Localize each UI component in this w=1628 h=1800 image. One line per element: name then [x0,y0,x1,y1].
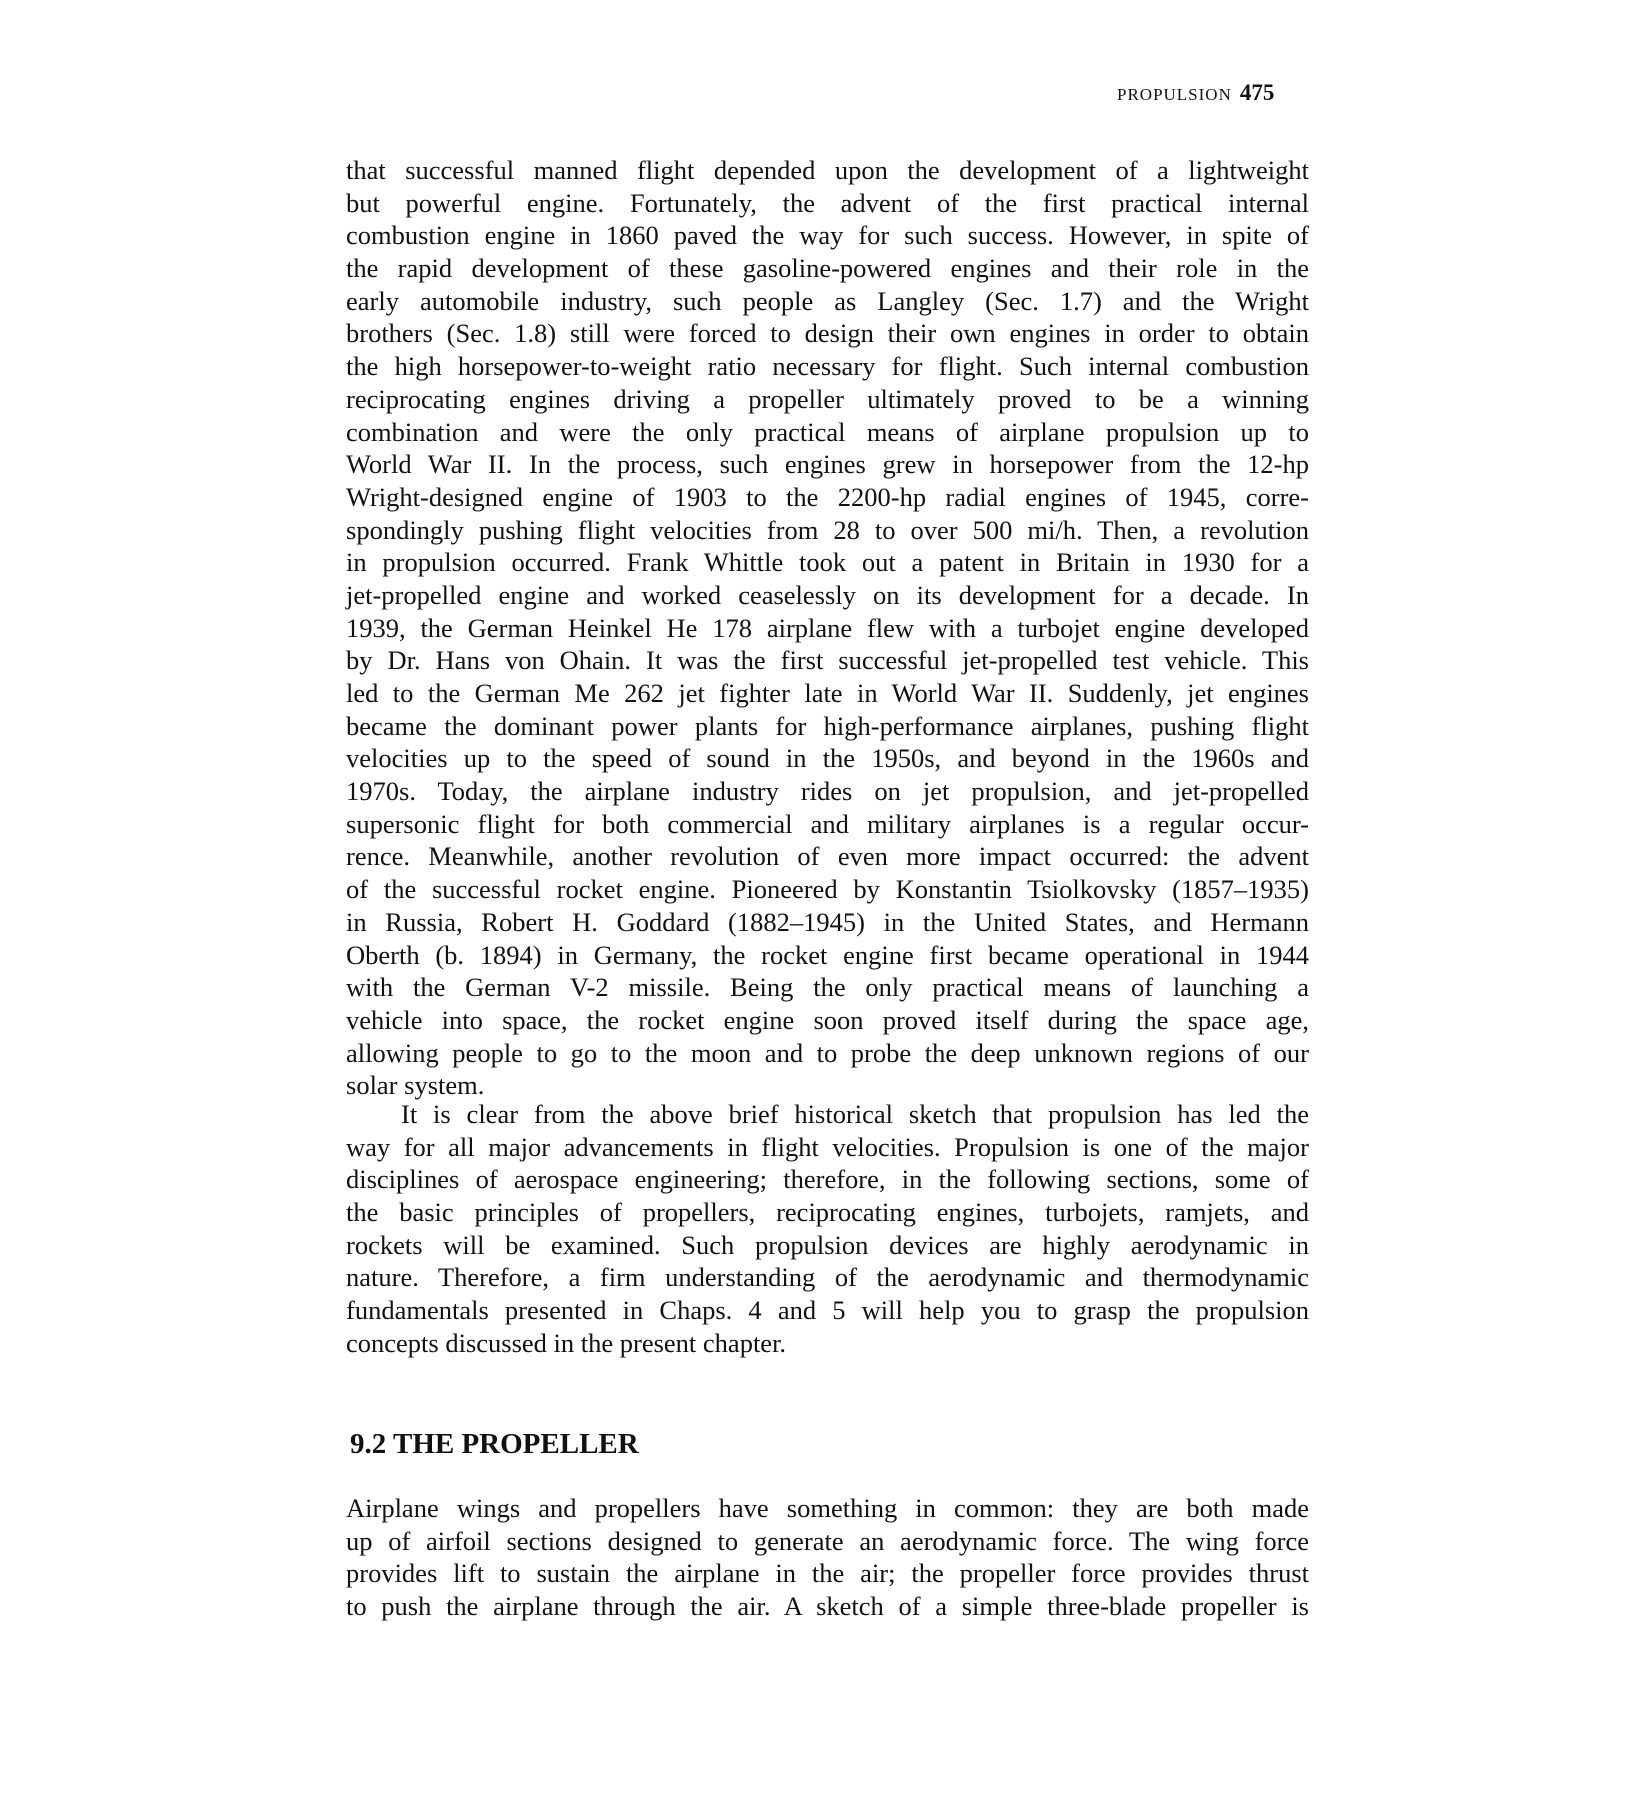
text-line: It is clear from the above brief historical sketch that propulsion has led the [401,1099,1309,1129]
running-header [1117,80,1297,106]
paragraph-2 [346,1098,1309,1360]
text-line: combustion engine in 1860 paved the way for such success. However, in spite of [346,220,1309,251]
text-line: way for all major advancements in flight velocities. Propulsion is one of the major [346,1131,1309,1162]
text-line: Wright-designed engine of 1903 to the 2200-hp radial engines of 1945, corre- [346,481,1309,512]
text-line: with the German V-2 missile. Being the only practical means of launching a [346,972,1309,1003]
text-line: combination and were the only practical means of airplane propulsion up to [346,416,1309,447]
text-line: Oberth (b. 1894) in Germany, the rocket engine first became operational in 1944 [346,939,1309,970]
paragraph-1 [346,154,1309,1102]
text-line: led to the German Me 262 jet fighter late in World War II. Suddenly, jet engines [346,678,1309,708]
text-line: the high horsepower-to-weight ratio necessary for flight. Such internal combustion [346,351,1309,382]
text-line: brothers (Sec. 1.8) still were forced to design their own engines in order to obtain [346,318,1309,349]
page-number: 475 [1239,80,1275,105]
text-line: rence. Meanwhile, another revolution of even more impact occurred: the advent [346,841,1309,872]
text-line: jet-propelled engine and worked ceaselessly on its development for a decade. In [346,579,1309,610]
text-line: reciprocating engines driving a propeller ultimately proved to be a winning [346,383,1309,414]
text-line: in Russia, Robert H. Goddard (1882–1945) in the United States, and Hermann [346,906,1309,937]
text-line: spondingly pushing flight velocities from 28 to over 500 mi/h. Then, a revolution [346,514,1309,545]
text-line: became the dominant power plants for high-performance airplanes, pushing flight [346,710,1309,741]
text-line: concepts discussed in the present chapter. [346,1327,787,1358]
running-title: PROPULSION [1117,85,1232,104]
text-line: in propulsion occurred. Frank Whittle took out a patent in Britain in 1930 for a [346,547,1309,578]
text-line: velocities up to the speed of sound in the 1950s, and beyond in the 1960s and [346,743,1309,774]
text-line: rockets will be examined. Such propulsion devices are highly aerodynamic in [346,1229,1309,1260]
text-line: 1939, the German Heinkel He 178 airplane flew with a turbojet engine developed [346,612,1309,643]
text-line: up of airfoil sections designed to generate an aerodynamic force. The wing force [346,1525,1309,1556]
text-line: vehicle into space, the rocket engine soon proved itself during the space age, [346,1004,1309,1035]
text-line: of the successful rocket engine. Pioneered by Konstantin Tsiolkovsky (1857–1935) [346,874,1309,905]
text-line: to push the airplane through the air. A sketch of a simple three-blade propeller is [346,1591,1309,1622]
paragraph-3 [346,1492,1309,1623]
text-line: the rapid development of these gasoline-powered engines and their role in the [346,253,1309,284]
section-heading: 9.2 THE PROPELLER [350,1428,639,1460]
text-line: allowing people to go to the moon and to probe the deep unknown regions of our [346,1037,1309,1068]
text-line: Airplane wings and propellers have something in common: they are both made [346,1493,1309,1523]
text-line: provides lift to sustain the airplane in the air; the propeller force provides thrust [346,1558,1309,1589]
text-line: 1970s. Today, the airplane industry rides on jet propulsion, and jet-propelled [346,776,1309,807]
text-line: nature. Therefore, a firm understanding of the aerodynamic and thermodynamic [346,1262,1309,1293]
text-line: by Dr. Hans von Ohain. It was the first successful jet-propelled test vehicle. This [346,645,1309,676]
text-line: solar system. [346,1070,485,1101]
text-line: fundamentals presented in Chaps. 4 and 5 will help you to grasp the propulsion [346,1295,1309,1326]
text-line: that successful manned flight depended upon the development of a lightweight [346,155,1309,185]
text-line: World War II. In the process, such engines grew in horsepower from the 12-hp [346,449,1309,480]
text-line: disciplines of aerospace engineering; therefore, in the following sections, some of [346,1164,1309,1195]
text-line: but powerful engine. Fortunately, the advent of the first practical internal [346,187,1309,218]
text-line: early automobile industry, such people as Langley (Sec. 1.7) and the Wright [346,285,1309,316]
text-line: the basic principles of propellers, reciprocating engines, turbojets, ramjets, and [346,1197,1309,1228]
text-line: supersonic flight for both commercial and military airplanes is a regular occur- [346,808,1309,839]
